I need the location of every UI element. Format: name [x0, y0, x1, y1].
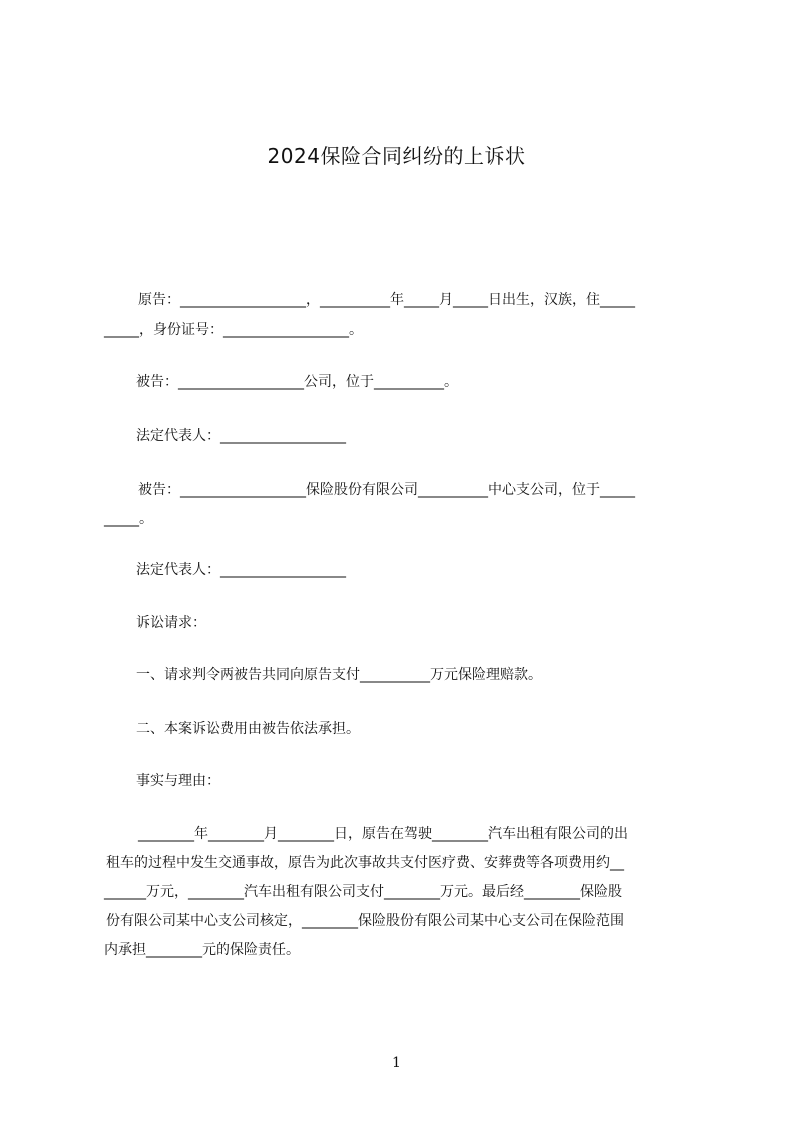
claim-1: 一、请求判令两被告共同向原告支付__________万元保险理赔款。	[136, 667, 542, 683]
defendant-1: 被告：__________________公司，位于__________。	[136, 374, 458, 390]
facts-line-4: 份有限公司某中心支公司核定，________保险股份有限公司某中心支公司在保险范围	[106, 913, 624, 929]
facts-line-1: ________年________月________日，原告在驾驶________汽车出租有限公司的出	[138, 826, 628, 842]
page-number: 1	[392, 1055, 401, 1071]
claims-heading: 诉讼请求：	[136, 615, 206, 631]
plaintiff-line-2: _____，身份证号：__________________。	[104, 322, 363, 338]
facts-line-3: ______万元，________汽车出租有限公司支付________万元。最后经________保险股	[104, 884, 622, 900]
document-title: 2024保险合同纠纷的上诉状	[267, 144, 526, 168]
defendant-2-line-1: 被告：__________________保险股份有限公司__________中心支公司，位于_____	[138, 482, 635, 498]
claim-2: 二、本案诉讼费用由被告依法承担。	[136, 721, 360, 737]
facts-line-5: 内承担________元的保险责任。	[104, 942, 300, 958]
legal-representative-2: 法定代表人：__________________	[136, 562, 346, 578]
plaintiff-line-1: 原告：__________________，__________年_____月_____日出生，汉族，住_____	[138, 292, 635, 308]
legal-representative-1: 法定代表人：__________________	[136, 428, 346, 444]
defendant-2-line-2: _____。	[104, 511, 153, 527]
facts-line-2: 租车的过程中发生交通事故，原告为此次事故共支付医疗费、安葬费等各项费用约__	[106, 855, 624, 871]
facts-heading: 事实与理由：	[136, 773, 220, 789]
